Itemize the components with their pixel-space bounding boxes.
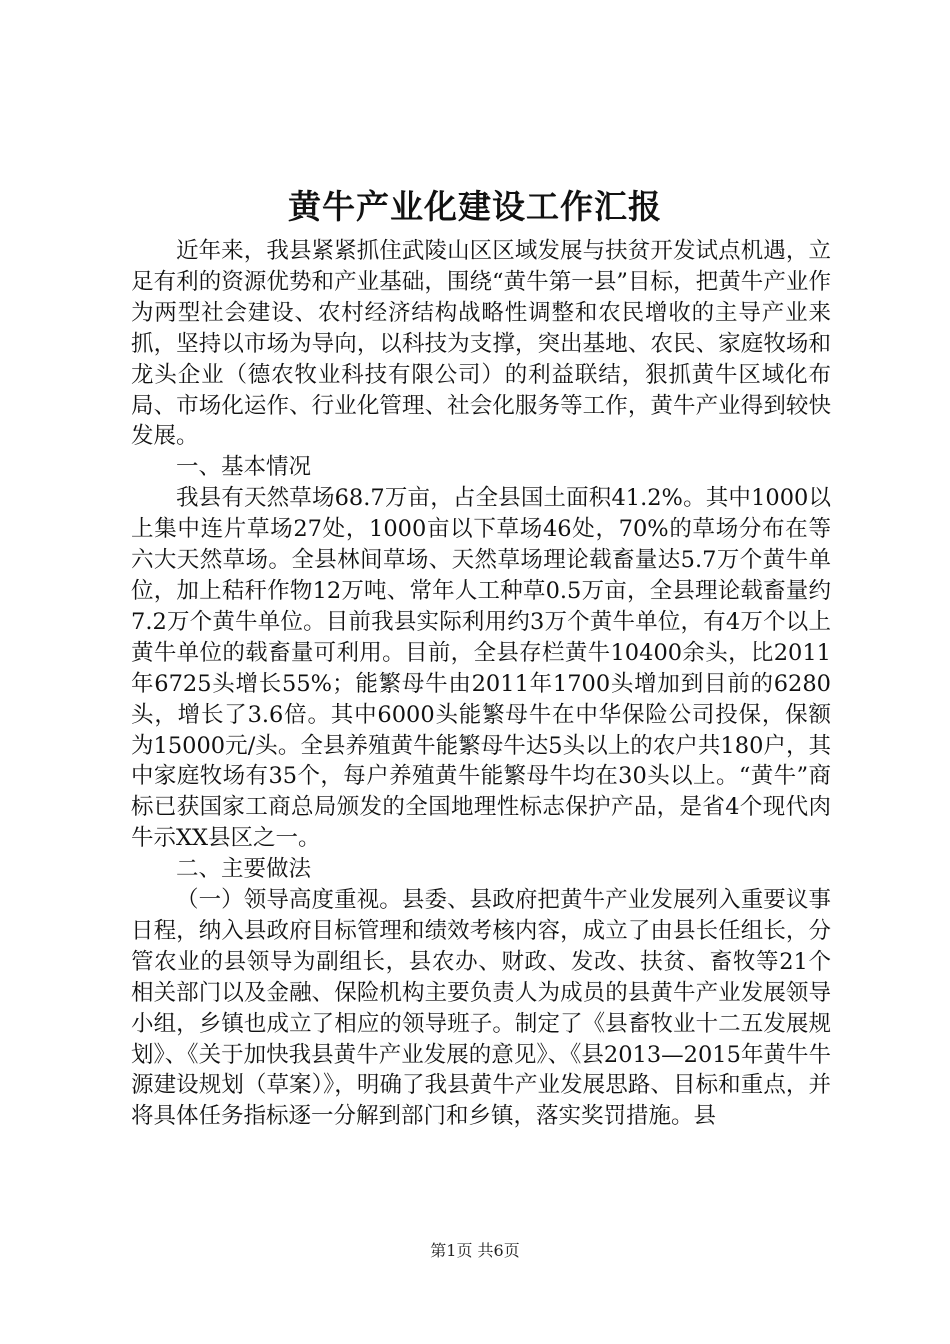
document-title: 黄牛产业化建设工作汇报 <box>288 187 662 226</box>
page-footer: 第1页 共6页 <box>430 1241 520 1260</box>
main-practices-paragraph: （一）领导高度重视。县委、县政府把黄牛产业发展列入重要议事日程，纳入县政府目标管理和绩效考核内容，成立了由县长任组长，分管农业的县领导为副组长，县农办、财政、发改、扶贫、畜牧等21个相关部门以及金融、保险机构主要负责人为成员的县黄牛产业发展领导小组，乡镇也成立了相应的领导班子。制定了《县畜牧业十二五发展规划》、《关于加快我县黄牛产业发展的意见》、《县2013—2015年黄牛牛源建设规划（草案）》，明确了我县黄牛产业发展思路、目标和重点，并将具体任务指标逐一分解到部门和乡镇，落实奖罚措施。县 <box>131 887 831 1130</box>
section-heading-basic-situation: 一、基本情况 <box>176 454 312 481</box>
intro-paragraph: 近年来，我县紧紧抓住武陵山区区域发展与扶贫开发试点机遇，立足有利的资源优势和产业基础，围绕“黄牛第一县”目标，把黄牛产业作为两型社会建设、农村经济结构战略性调整和农民增收的主导产业来抓，坚持以市场为导向，以科技为支撑，突出基地、农民、家庭牧场和龙头企业（德农牧业科技有限公司）的利益联结，狠抓黄牛区域化布局、市场化运作、行业化管理、社会化服务等工作，黄牛产业得到较快发展。 <box>131 238 831 450</box>
document-body <box>131 236 831 1132</box>
section-heading-main-practices: 二、主要做法 <box>176 856 312 883</box>
basic-situation-paragraph: 我县有天然草场68.7万亩，占全县国土面积41.2%。其中1000以上集中连片草场27处，1000亩以下草场46处，70%的草场分布在等六大天然草场。全县林间草场、天然草场理论载畜量达5.7万个黄牛单位，加上秸秆作物12万吨、常年人工种草0.5万亩，全县理论载畜量约7.2万个黄牛单位。目前我县实际利用约3万个黄牛单位，有4万个以上黄牛单位的载畜量可利用。目前，全县存栏黄牛10400余头，比2011年6725头增长55%；能繁母牛由2011年1700头增加到目前的6280头，增长了3.6倍。其中6000头能繁母牛在中华保险公司投保，保额为15000元/头。全县养殖黄牛能繁母牛达5头以上的农户共180户，其中家庭牧场有35个，每户养殖黄牛能繁母牛均在30头以上。“黄牛”商标已获国家工商总局颁发的全国地理性标志保护产品，是省4个现代肉牛示XX县区之一。 <box>131 485 831 852</box>
